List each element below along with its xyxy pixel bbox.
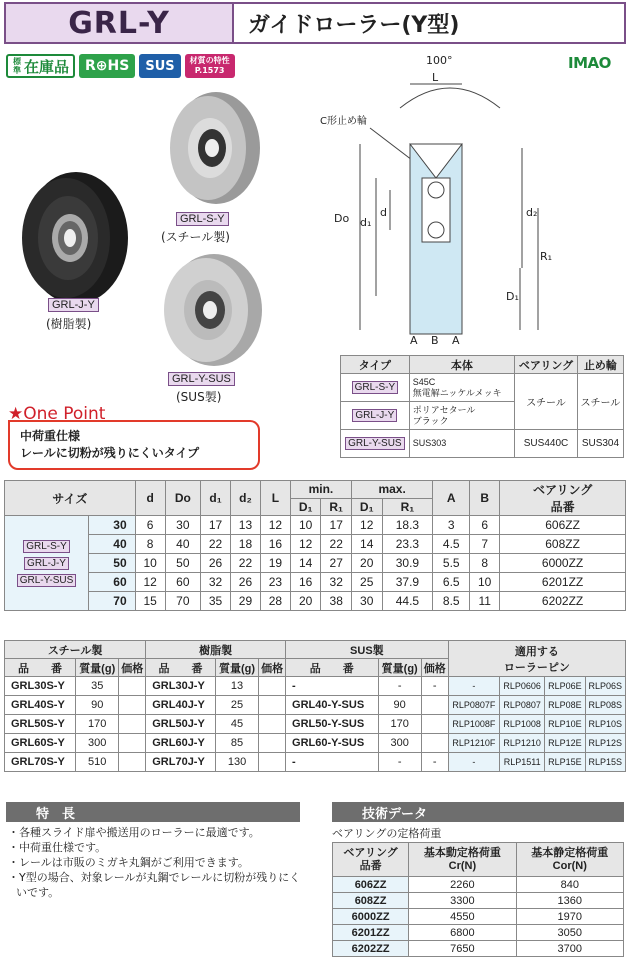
A-right-label: A: [452, 334, 460, 347]
feature-item: ・レールは市販のミガキ丸鋼がご利用できます。: [8, 856, 249, 869]
d-label: d: [380, 206, 387, 219]
table-row: GRL40S-Y 90 GRL40J-Y 25 GRL40-Y-SUS 90 RLP0807F RLP0807 RLP08E RLP08S: [5, 696, 626, 715]
table-row: GRL60S-Y 300 GRL60J-Y 85 GRL60-Y-SUS 300 RLP1210F RLP1210 RLP12E RLP12S: [5, 734, 626, 753]
table-row: 608ZZ 3300 1360: [333, 893, 624, 909]
one-point-box: 中荷重仕様 レールに切粉が残りにくいタイプ: [8, 420, 260, 470]
table-row: 70 15 70 35 29 28 20 38 30 44.5 8.5 11 6202ZZ: [5, 592, 626, 611]
dimension-drawing: [300, 48, 600, 348]
badge-row: [6, 54, 235, 78]
table-row: 60 12 60 32 26 23 16 32 25 37.9 6.5 10 6201ZZ: [5, 573, 626, 592]
feature-item: ・中荷重仕様です。: [8, 841, 107, 854]
table-row: GRL50S-Y 170 GRL50J-Y 45 GRL50-Y-SUS 170 RLP1008F RLP1008 RLP10E RLP10S: [5, 715, 626, 734]
table-row: 50 10 50 26 22 19 14 27 20 30.9 5.5 8 6000ZZ: [5, 554, 626, 573]
table-row: GRL70S-Y 510 GRL70J-Y 130 - - - - RLP1511 RLP15E RLP15S: [5, 753, 626, 772]
angle-label: 100°: [426, 54, 453, 67]
features-list: [8, 825, 308, 900]
title-bar: [4, 2, 626, 44]
product-table: スチール製 樹脂製 SUS製 適用する ローラーピン 品 番 質量(g) 価格 品 番 質量(g) 価格 品 番 質量(g) 価格 GRL30S-Y 35 GRL30J-Y 13 - - - - RLP0606 RLP06E RLP06S GRL40S-Y 90 GRL40J-Y 25 GRL40-Y-SUS 90 RLP0807F RLP0807 RLP08E RLP08S GRL50S-Y 170 GRL50J-Y 45 GRL50-Y-SUS 170 RLP1008F RLP1008 RLP10E RLP10S GRL60S-Y 300 GRL60J-Y 85 GRL60-Y-SUS 300 RLP1210F RLP1210 RLP12E RLP12S GRL70S-Y 510 GRL70J-Y 130 - - - - RLP1511 RLP15E RLP15S: [4, 640, 626, 772]
tech-subtitle: ベアリングの定格荷重: [332, 827, 442, 840]
steel-type-tag: GRL-S-Y: [176, 212, 229, 226]
stock-badge: 標準 在庫品: [6, 54, 75, 78]
R1-label: R₁: [540, 250, 553, 263]
brand-logo: IMAO: [568, 54, 611, 72]
feature-item: ・各種スライド扉や搬送用のローラーに最適です。: [8, 826, 260, 839]
tech-header: 技術データ: [332, 802, 624, 822]
table-row: 40 8 40 22 18 16 12 22 14 23.3 4.5 7 608ZZ: [5, 535, 626, 554]
one-point-title: ★One Point: [8, 404, 106, 424]
Do-label: Do: [334, 212, 350, 225]
material-link-badge[interactable]: 材質の特性 P.1573: [185, 54, 235, 78]
A-left-label: A: [410, 334, 418, 347]
table-row: GRL-S-Y GRL-J-Y GRL-Y-SUS 30 6 30 17 13 12 10 17 12 18.3 3 6 606ZZ: [5, 516, 626, 535]
d1-label: d₁: [360, 216, 372, 229]
product-title: ガイドローラー(Y型): [248, 12, 460, 38]
D1-label: D₁: [506, 290, 519, 303]
steel-caption: (スチール製): [161, 230, 230, 244]
sus-type-tag: GRL-Y-SUS: [168, 372, 235, 386]
rohs-badge: R⊕HS: [79, 54, 135, 78]
sus-caption: (SUS製): [176, 390, 222, 404]
B-label: B: [431, 334, 439, 347]
table-row: 6201ZZ 6800 3050: [333, 925, 624, 941]
retaining-ring-label: C形止め輪: [320, 116, 367, 127]
table-row: GRL30S-Y 35 GRL30J-Y 13 - - - - RLP0606 RLP06E RLP06S: [5, 677, 626, 696]
table-row: 6202ZZ 7650 3700: [333, 941, 624, 957]
size-table: サイズ d Do d₁ d₂ L min. max. A B ベアリング 品番 D₁ R₁ D₁ R₁ GRL-S-Y GRL-J-Y GRL-Y-SUS 30 6 30 17 13 12 10 17 12 18.3 3 6 606ZZ 40 8 40 22 18 16 12 22 14 23.3 4.5 7 608ZZ 50 10 50 26 22 19 14 27 20 30.9 5.5 8 6000ZZ 60 12 60 32 26 23 16 32 25 37.9 6.5 10 6201ZZ 70 15 70 35 29 28 20 38 30 44.5 8.5 11 6202ZZ: [4, 480, 626, 611]
sus-roller-photo: [150, 250, 270, 370]
bearing-load-table: ベアリング 品番 基本動定格荷重 Cr(N) 基本静定格荷重 Cor(N) 606ZZ 2260 840 608ZZ 3300 1360 6000ZZ 4550 1970 6201ZZ 6800 3050 6202ZZ 7650 3700: [332, 842, 624, 957]
resin-type-tag: GRL-J-Y: [48, 298, 99, 312]
sus-badge: SUS: [139, 54, 180, 78]
resin-caption: (樹脂製): [46, 317, 92, 331]
d2-label: d₂: [526, 206, 538, 219]
features-header: 特 長: [6, 802, 300, 822]
steel-roller-photo: [156, 88, 266, 208]
table-row: 606ZZ 2260 840: [333, 877, 624, 893]
resin-roller-photo: [6, 168, 136, 308]
L-label: L: [432, 71, 439, 84]
model-code: GRL-Y: [6, 4, 234, 42]
table-row: 6000ZZ 4550 1970: [333, 909, 624, 925]
material-table: タイプ 本体 ベアリング 止め輪 GRL-S-Y S45C 無電解ニッケルメッキ スチール スチール GRL-J-Y ポリアセタール ブラック GRL-Y-SUS SUS303 SUS440C SUS304: [340, 355, 624, 458]
feature-item: ・Y型の場合、対象レールが丸鋼でレールに切粉が残りにくいです。: [8, 871, 301, 899]
